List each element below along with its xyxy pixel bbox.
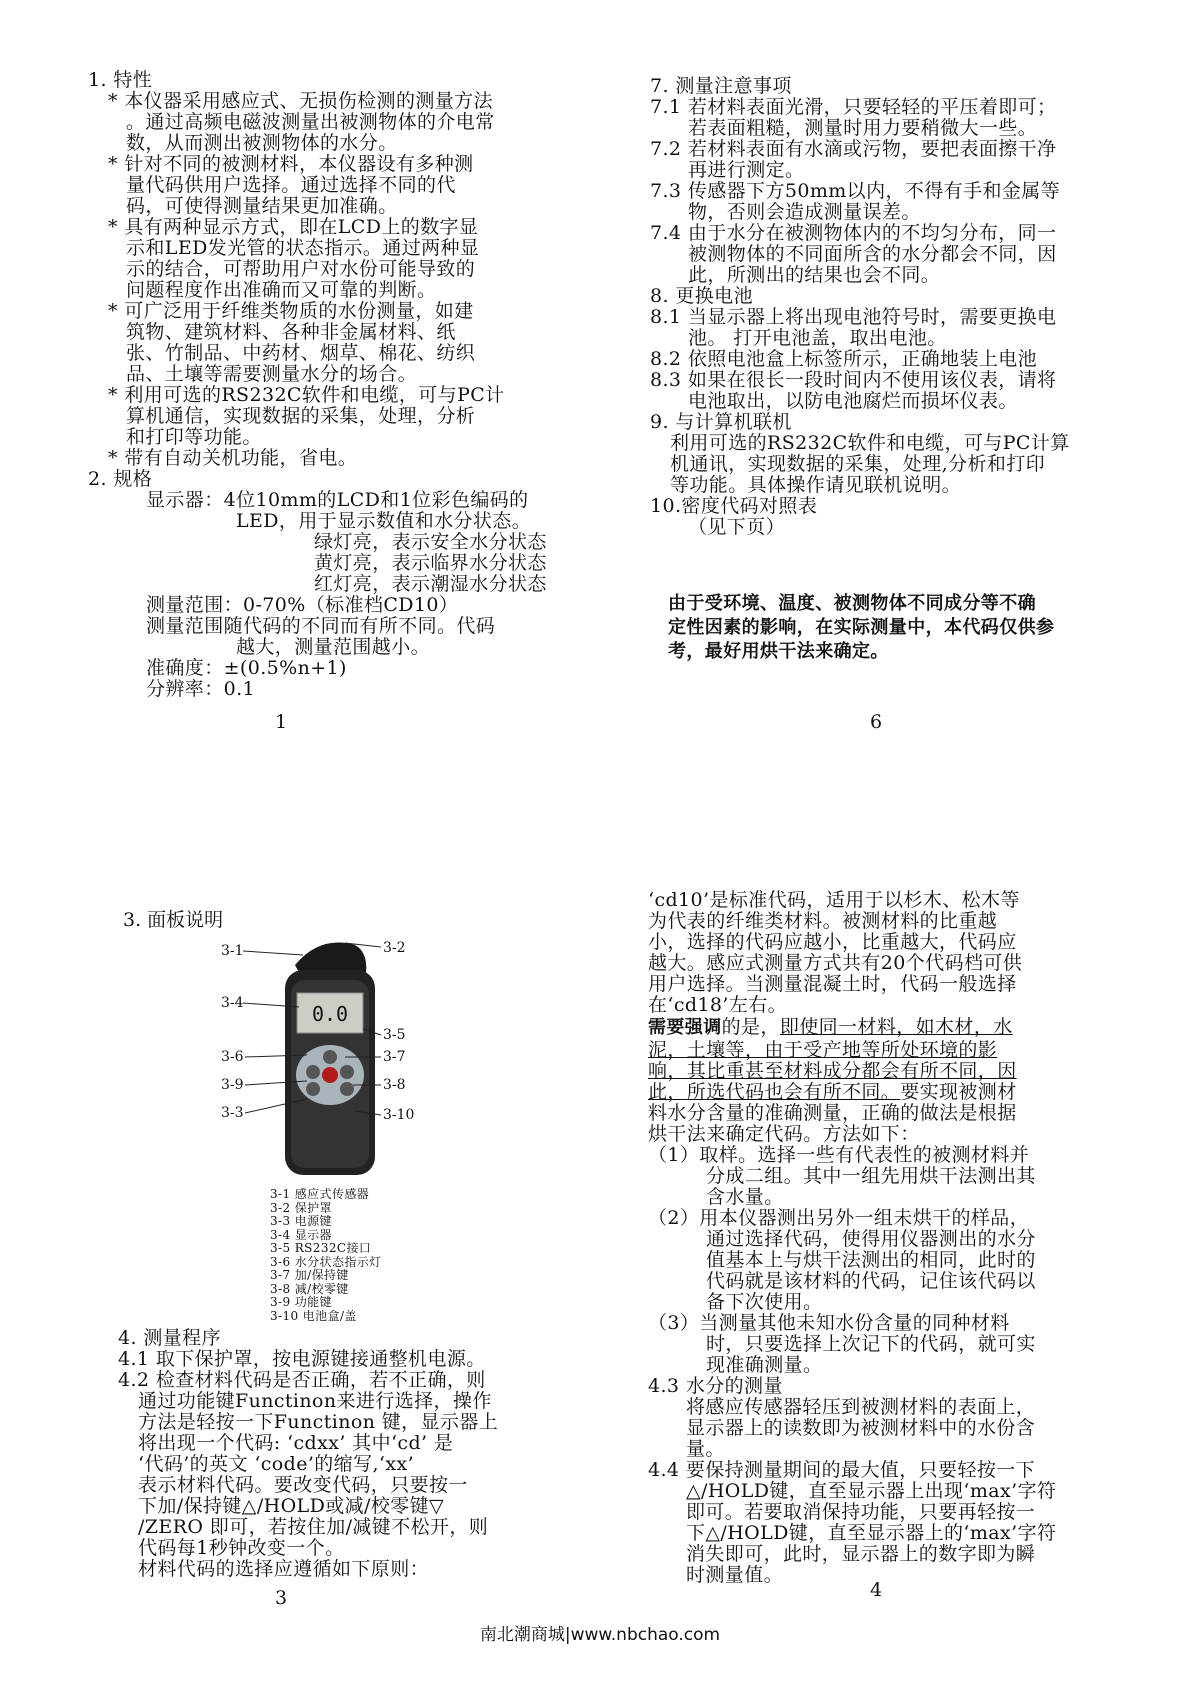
page4-after-line: 时测量值。: [686, 1564, 784, 1586]
page1-sections-line: 显示器：4位10mm的LCD和1位彩色编码的: [146, 489, 529, 511]
panel-legend: [270, 1188, 382, 1323]
page4-after-line: 通过选择代码，使得用仪器测出的水分: [706, 1228, 1036, 1250]
page6-sections-line: 8.1 当显示器上将出现电池符号时，需要更换电: [650, 306, 1057, 328]
page4-after-line: 即可。若要取消保持功能，只要再轻按一: [686, 1501, 1036, 1523]
page3-sections-line: 4. 测量程序: [118, 1327, 221, 1349]
page6-sections-line: 8. 更换电池: [650, 285, 753, 307]
page6-sections-line: 物，否则会造成测量误差。: [688, 201, 921, 223]
page6-sections-line: 利用可选的RS232C软件和电缆，可与PC计算: [670, 432, 1070, 454]
page1-sections-line: 分辨率：0.1: [146, 678, 256, 700]
page6-note: [668, 592, 1148, 664]
page4-after-line: 将感应传感器轻压到被测材料的表面上，: [686, 1396, 1036, 1418]
note-line: 定性因素的影响，在实际测量中，本代码仅供参: [668, 617, 1055, 638]
page6-sections-line: 被测物体的不同面所含的水分都会不同，因: [688, 243, 1057, 265]
page6-sections-line: 7.3 传感器下方50mm以内，不得有手和金属等: [650, 180, 1061, 202]
page4-after-line: （2）用本仪器测出另外一组未烘干的样品，: [648, 1207, 1030, 1229]
page1-sections-line: 测量范围：0-70%（标准档CD10）: [146, 594, 459, 616]
underlined-line: 泥，土壤等，由于受产地等所处环境的影: [648, 1039, 998, 1061]
legend-item: 3-6 水分状态指示灯: [270, 1254, 382, 1269]
intro-line: 为代表的纤维类材料。被测材料的比重越: [648, 910, 998, 932]
page4-intro: [648, 890, 1126, 1016]
lcd-reading: 0.0: [311, 1002, 349, 1026]
page4-after-line: 备下次使用。: [706, 1291, 823, 1313]
emphasis-underlined: [648, 1040, 1126, 1082]
page4-after-line: 值基本上与烘干法测出的相同，此时的: [706, 1249, 1036, 1271]
page3-sections-line: ‘代码’的英文 ‘code’的缩写,‘xx’: [138, 1453, 415, 1475]
page1-sections-line: 张、竹制品、中药材、烟草、棉花、纺织: [126, 342, 476, 364]
intro-line: 小，选择的代码应越小，比重越大，代码应: [648, 931, 1017, 953]
callout-3-2: 3-2: [383, 940, 406, 956]
page-number-6: 6: [870, 711, 883, 733]
page1-sections-line: * 本仪器采用感应式、无损伤检测的测量方法: [108, 90, 493, 112]
page4-after-line: 4.4 要保持测量期间的最大值，只要轻按一下: [648, 1459, 1036, 1481]
page1-sections-line: * 带有自动关机功能，省电。: [108, 447, 358, 469]
page1-sections-line: 绿灯亮，表示安全水分状态: [314, 531, 547, 553]
page4-after-line: 显示器上的读数即为被测材料中的水份含: [686, 1417, 1036, 1439]
page3-content: [118, 1328, 588, 1580]
page3-sections-line: 代码每1秒钟改变一个。: [138, 1537, 345, 1559]
page1-sections-line: 测量范围随代码的不同而有所不同。代码: [146, 615, 496, 637]
emphasis-line-last: 此，所选代码也会有所不同。要实现被测材: [648, 1081, 1017, 1103]
page-number-1: 1: [275, 711, 288, 733]
page1-sections-line: 数，从而测出被测物体的水分。: [126, 132, 398, 154]
page3-sections-line: 表示材料代码。要改变代码，只要按一: [138, 1474, 468, 1496]
page6-sections-line: 8.2 依照电池盒上标签所示，正确地装上电池: [650, 348, 1038, 370]
page4-after-line: 现准确测量。: [706, 1354, 823, 1376]
page1-sections-line: 和打印等功能。: [126, 426, 262, 448]
legend-item: 3-8 减/校零键: [270, 1281, 349, 1296]
legend-item: 3-1 感应式传感器: [270, 1187, 370, 1201]
page3-sections-line: 4.2 检查材料代码是否正确，若不正确，则: [118, 1369, 486, 1391]
page6-sections-line: 若表面粗糙，测量时用力要稍微大一些。: [688, 117, 1038, 139]
page1-sections-line: 问题程度作出准确而又可靠的判断。: [126, 279, 437, 301]
underlined-line: 响，其比重甚至材料成分都会有所不同，因: [648, 1060, 1017, 1082]
page4-after-line: 消失即可，此时，显示器上的数字即为瞬: [686, 1543, 1036, 1565]
page6-sections-line: 7.2 若材料表面有水滴或污物，要把表面擦干净: [650, 138, 1057, 160]
callout-3-4: 3-4: [221, 995, 244, 1011]
callout-3-5: 3-5: [383, 1027, 406, 1043]
page6-sections-line: 等功能。具体操作请见联机说明。: [670, 474, 962, 496]
legend-item: 3-5 RS232C接口: [270, 1241, 372, 1255]
page1-sections-line: 品、土壤等需要测量水分的场合。: [126, 363, 418, 385]
legend-item: 3-9 功能键: [270, 1295, 332, 1309]
page6-sections-line: 再进行测定。: [688, 159, 805, 181]
legend-item: 3-10 电池盒/盖: [270, 1308, 357, 1323]
page1-sections-line: 示的结合，可帮助用户对水份可能导致的: [126, 258, 476, 280]
page6-sections-line: 10.密度代码对照表: [650, 495, 818, 517]
note-line: 考，最好用烘干法来确定。: [668, 641, 889, 662]
callout-3-6: 3-6: [221, 1049, 244, 1065]
callout-3-7: 3-7: [383, 1049, 406, 1065]
page1-sections-line: 码，可使得测量结果更加准确。: [126, 195, 398, 217]
page6-sections-line: 7.4 由于水分在被测物体内的不均匀分布，同一: [650, 222, 1057, 244]
page1-sections-line: 越大，测量范围越小。: [236, 636, 431, 658]
page1-content: [88, 70, 568, 700]
page6-sections-line: （见下页）: [688, 516, 786, 538]
page1-sections-line: * 利用可选的RS232C软件和电缆，可与PC计: [108, 384, 505, 406]
page4-after-line: 代码就是该材料的代码，记住该代码以: [706, 1270, 1036, 1292]
page1-sections-line: 算机通信，实现数据的采集，处理，分析: [126, 405, 476, 427]
intro-line: ‘cd10’是标准代码，适用于以杉木、松木等: [648, 889, 1020, 911]
page1-sections-line: 准确度：±(0.5%n+1): [146, 657, 347, 679]
page3-sections-line: 通过功能键Functinon来进行选择，操作: [138, 1390, 492, 1412]
page1-sections-line: * 具有两种显示方式，即在LCD上的数字显: [108, 216, 479, 238]
page1-sections-line: * 可广泛用于纤维类物质的水份测量，如建: [108, 300, 474, 322]
page1-sections-line: 红灯亮，表示潮湿水分状态: [314, 573, 547, 595]
legend-item: 3-2 保护罩: [270, 1200, 332, 1215]
page6-content: [650, 76, 1150, 538]
page6-sections-line: 9. 与计算机联机: [650, 411, 792, 433]
page4-after: [648, 1103, 1126, 1586]
page1-sections-line: LED，用于显示数值和水分状态。: [236, 510, 532, 532]
page6-sections-line: 电池取出，以防电池腐烂而损坏仪表。: [688, 390, 1018, 412]
page1-sections-line: 。通过高频电磁波测量出被测物体的介电常: [126, 111, 495, 133]
intro-line: 在‘cd18’左右。: [648, 994, 788, 1016]
page4-content: [648, 890, 1126, 1586]
page3-sections-line: 下加/保持键△/HOLD或减/校零键▽: [138, 1495, 445, 1517]
intro-line: 用户选择。当测量混凝土时，代码一般选择: [648, 973, 1017, 995]
page4-after-line: （3）当测量其他未知水份含量的同种材料: [648, 1312, 1010, 1334]
page6-sections-line: 此，所测出的结果也会不同。: [688, 264, 941, 286]
callout-3-10: 3-10: [383, 1107, 415, 1123]
page1-sections-line: * 针对不同的被测材料，本仪器设有多种测: [108, 153, 474, 175]
page6-sections-line: 8.3 如果在很长一段时间内不使用该仪表，请将: [650, 369, 1057, 391]
page4-after-line: （1）取样。选择一些有代表性的被测材料并: [648, 1144, 1030, 1166]
page4-after-line: 含水量。: [706, 1186, 784, 1208]
page1-sections-line: 量代码供用户选择。通过选择不同的代: [126, 174, 456, 196]
emphasis-lead: 需要强调: [648, 1017, 722, 1038]
moisture-meter-illustration: [195, 935, 485, 1185]
page4-after-line: 4.3 水分的测量: [648, 1375, 783, 1397]
page3-sections-line: 4.1 取下保护罩，按电源键接通整机电源。: [118, 1348, 486, 1370]
page4-after-line: 料水分含量的准确测量，正确的做法是根据: [648, 1102, 1017, 1124]
panel-title: 3. 面板说明: [123, 909, 224, 931]
page6-sections-line: 7.1 若材料表面光滑，只要轻轻的平压着即可；: [650, 96, 1057, 118]
page1-sections-line: 2. 规格: [88, 468, 153, 490]
page4-after-line: 下△/HOLD键，直至显示器上的‘max’字符: [686, 1522, 1057, 1544]
legend-item: 3-3 电源键: [270, 1214, 332, 1228]
callout-3-9: 3-9: [221, 1077, 244, 1093]
page3-sections-line: /ZERO 即可，若按住加/减键不松开，则: [138, 1516, 489, 1538]
page4-after-line: 量。: [686, 1438, 725, 1460]
page6-sections-line: 机通讯，实现数据的采集，处理,分析和打印: [670, 453, 1046, 475]
callout-3-1: 3-1: [221, 943, 244, 959]
page4-after-line: 烘干法来确定代码。方法如下：: [648, 1123, 920, 1145]
footer-watermark: 南北潮商城|www.nbchao.com: [479, 1625, 721, 1645]
callout-3-8: 3-8: [383, 1077, 406, 1093]
page6-sections-line: 池。 打开电池盖，取出电池。: [688, 327, 947, 349]
page4-after-line: 时，只要选择上次记下的代码，就可实: [706, 1333, 1036, 1355]
intro-line: 越大。感应式测量方式共有20个代码档可供: [648, 952, 1023, 974]
note-line: 由于受环境、温度、被测物体不同成分等不确: [668, 593, 1036, 614]
legend-item: 3-4 显示器: [270, 1227, 332, 1242]
page-number-4: 4: [870, 1579, 883, 1601]
page-number-3: 3: [275, 1587, 288, 1609]
page3-sections-line: 材料代码的选择应遵循如下原则：: [138, 1558, 430, 1580]
page1-sections-line: 筑物、建筑材料、各种非金属材料、纸: [126, 321, 456, 343]
page3-sections-line: 将出现一个代码: ‘cdxx’ 其中‘cd’ 是: [138, 1432, 454, 1454]
page3-sections-line: 方法是轻按一下Functinon 键，显示器上: [138, 1411, 499, 1433]
page1-sections-line: 1. 特性: [88, 69, 153, 91]
page1-sections-line: 示和LED发光管的状态指示。通过两种显: [126, 237, 480, 259]
page4-after-line: △/HOLD键，直至显示器上出现‘max’字符: [686, 1480, 1057, 1502]
page6-sections-line: 7. 测量注意事项: [650, 75, 792, 97]
emphasis-line: 需要强调的是，即使同一材料，如木材，水: [648, 1016, 1013, 1038]
legend-item: 3-7 加/保持键: [270, 1268, 349, 1282]
page4-after-line: 分成二组。其中一组先用烘干法测出其: [706, 1165, 1036, 1187]
callout-3-3: 3-3: [221, 1105, 244, 1121]
page1-sections-line: 黄灯亮，表示临界水分状态: [314, 552, 547, 574]
